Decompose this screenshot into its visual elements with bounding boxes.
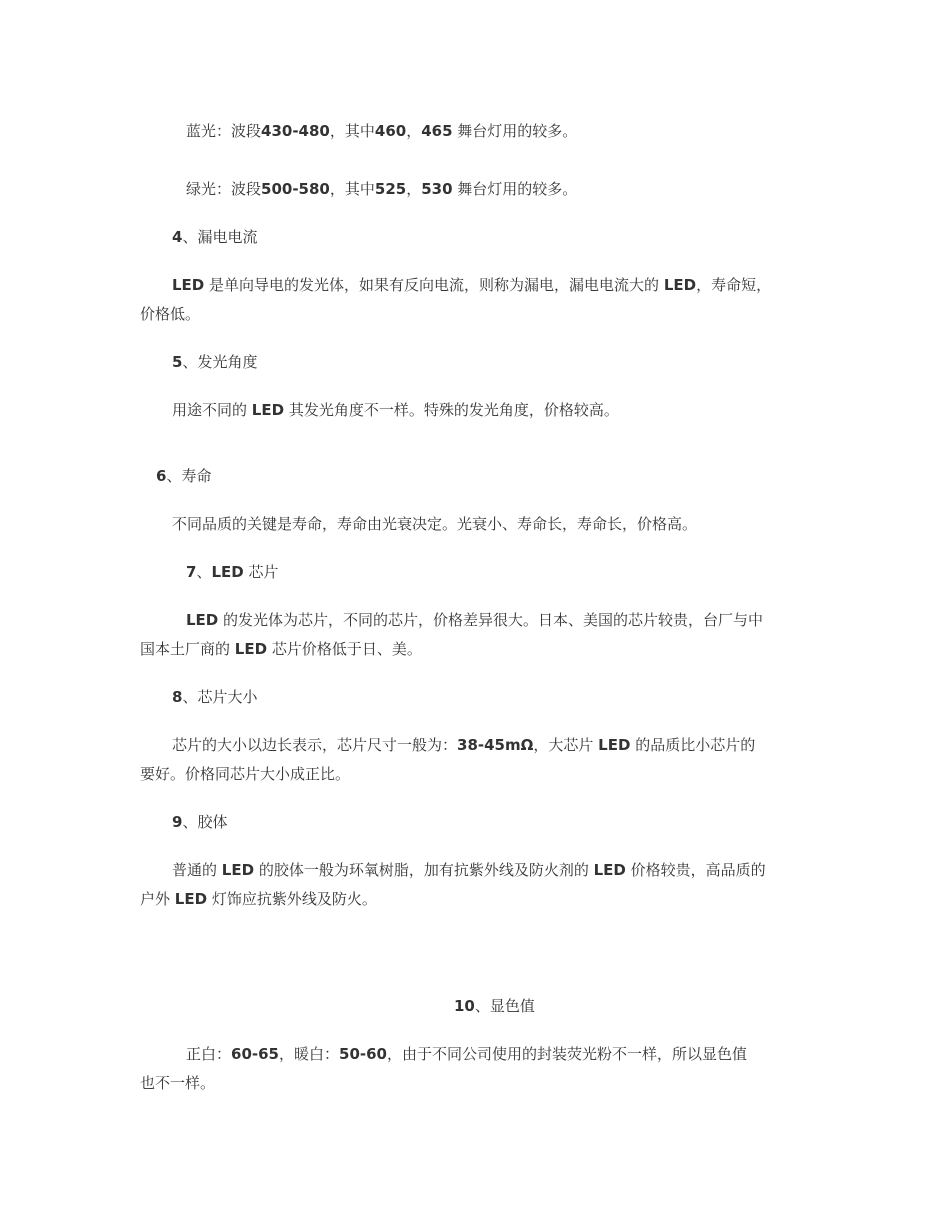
heading-led-chip bbox=[186, 562, 279, 582]
text: 舞台灯用的较多。 bbox=[452, 122, 578, 140]
text: 正白： bbox=[186, 1045, 232, 1063]
text: ， bbox=[406, 180, 422, 198]
led-term: LED bbox=[593, 861, 626, 879]
heading-number: 6 bbox=[156, 467, 167, 485]
text: 的发光体为芯片，不同的芯片，价格差异很大。日本、美国的芯片较贵，台厂与中 bbox=[218, 611, 764, 629]
paragraph-led-chip-line1 bbox=[186, 610, 763, 630]
text: 其发光角度不一样。特殊的发光角度，价格较高。 bbox=[284, 401, 619, 419]
paragraph-encapsulant-line2 bbox=[140, 889, 377, 909]
text: 普通的 bbox=[172, 861, 222, 879]
wavelength-value: 465 bbox=[421, 122, 453, 140]
heading-text: 、胶体 bbox=[182, 813, 228, 831]
text: 国本土厂商的 bbox=[140, 640, 235, 658]
heading-color-rendering bbox=[454, 996, 535, 1016]
led-term: LED bbox=[663, 276, 697, 294]
paragraph-color-rendering-line2 bbox=[140, 1073, 215, 1093]
text: ，寿命短， bbox=[696, 276, 772, 294]
text: 绿光：波段 bbox=[186, 180, 262, 198]
text: ， bbox=[406, 122, 422, 140]
heading-chip-size bbox=[172, 687, 257, 707]
text: ，其中 bbox=[329, 122, 375, 140]
led-term: LED bbox=[211, 563, 244, 581]
cri-value: 50-60 bbox=[339, 1045, 387, 1063]
paragraph-leakage-line1 bbox=[172, 275, 771, 295]
heading-encapsulant bbox=[172, 812, 227, 832]
led-term: LED bbox=[221, 861, 255, 879]
wavelength-value: 460 bbox=[374, 122, 407, 140]
text: 的胶体一般为环氧树脂，加有抗紫外线及防火剂的 bbox=[254, 861, 594, 879]
paragraph-chip-size-line2 bbox=[140, 764, 350, 784]
heading-number: 8 bbox=[172, 688, 183, 706]
text: 蓝光：波段 bbox=[186, 122, 262, 140]
heading-number: 4 bbox=[172, 228, 183, 246]
led-term: LED bbox=[598, 736, 631, 754]
heading-leakage-current bbox=[172, 227, 257, 247]
heading-number: 7 bbox=[186, 563, 197, 581]
paragraph-emission-angle bbox=[172, 400, 619, 420]
heading-text: 、显色值 bbox=[474, 997, 535, 1015]
text: ，大芯片 bbox=[533, 736, 599, 754]
cri-value: 60-65 bbox=[231, 1045, 279, 1063]
wavelength-value: 525 bbox=[374, 180, 407, 198]
heading-text: 、发光角度 bbox=[182, 353, 258, 371]
text: 芯片的大小以边长表示，芯片尺寸一般为： bbox=[172, 736, 458, 754]
heading-lifespan bbox=[156, 466, 211, 486]
wavelength-value: 530 bbox=[421, 180, 453, 198]
text: 的品质比小芯片的 bbox=[630, 736, 756, 754]
led-term: LED bbox=[174, 890, 208, 908]
paragraph-color-rendering-line1 bbox=[186, 1044, 747, 1064]
paragraph-encapsulant-line1 bbox=[172, 860, 766, 880]
heading-text: 芯片 bbox=[243, 563, 279, 581]
text: 价格低。 bbox=[140, 305, 201, 323]
text: 舞台灯用的较多。 bbox=[452, 180, 578, 198]
text: 是单向导电的发光体，如果有反向电流，则称为漏电，漏电电流大的 bbox=[204, 276, 664, 294]
text: 不同品质的关键是寿命，寿命由光衰决定。光衰小、寿命长，寿命长，价格高。 bbox=[172, 515, 698, 533]
led-term: LED bbox=[172, 276, 205, 294]
text: 也不一样。 bbox=[140, 1074, 216, 1092]
led-term: LED bbox=[251, 401, 285, 419]
heading-text: 、漏电电流 bbox=[182, 228, 258, 246]
text: ，其中 bbox=[329, 180, 375, 198]
text: ，暖白： bbox=[279, 1045, 340, 1063]
heading-emission-angle bbox=[172, 352, 257, 372]
led-term: LED bbox=[234, 640, 268, 658]
text: 价格较贵，高品质的 bbox=[625, 861, 766, 879]
text: 、 bbox=[196, 563, 212, 581]
heading-text: 、寿命 bbox=[166, 467, 212, 485]
heading-number: 5 bbox=[172, 353, 183, 371]
text: 用途不同的 bbox=[172, 401, 252, 419]
heading-text: 、芯片大小 bbox=[182, 688, 258, 706]
text: 要好。价格同芯片大小成正比。 bbox=[140, 765, 351, 783]
wavelength-range: 430-480 bbox=[261, 122, 330, 140]
led-term: LED bbox=[186, 611, 219, 629]
wavelength-range: 500-580 bbox=[261, 180, 330, 198]
chip-size-value: 38-45mΩ bbox=[457, 736, 534, 754]
paragraph-leakage-line2 bbox=[140, 304, 200, 324]
heading-number: 10 bbox=[454, 997, 475, 1015]
paragraph-lifespan bbox=[172, 514, 697, 534]
paragraph-chip-size-line1 bbox=[172, 735, 755, 755]
paragraph-blue-light bbox=[186, 121, 577, 141]
paragraph-led-chip-line2 bbox=[140, 639, 422, 659]
paragraph-green-light bbox=[186, 179, 577, 199]
text: ，由于不同公司使用的封装荧光粉不一样，所以显色值 bbox=[387, 1045, 748, 1063]
text: 芯片价格低于日、美。 bbox=[267, 640, 422, 658]
heading-number: 9 bbox=[172, 813, 183, 831]
text: 户外 bbox=[140, 890, 175, 908]
text: 灯饰应抗紫外线及防火。 bbox=[207, 890, 377, 908]
